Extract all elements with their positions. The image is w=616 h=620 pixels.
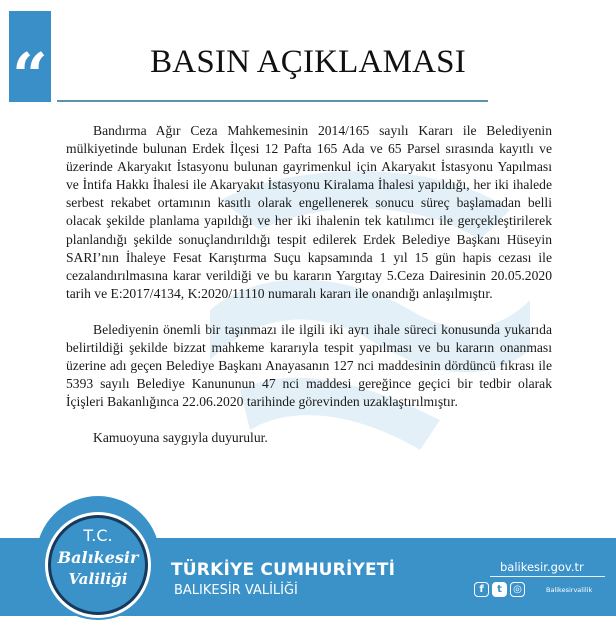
paragraph-1: Bandırma Ağır Ceza Mahkemesinin 2014/165 sayılı Kararı ile Belediyenin mülkiyetinde bulunan Erdek İlçesi 12 Pafta 165 Ada ve 65 Parsel sırasında kayıtlı ve üzerinde Akaryakıt İstasyonu bulunan gayrimenkul için Akaryakıt İstasyonu Yapılması ve İntifa Hakkı İhalesi ile Akaryakıt İstasyonu Kiralama İhalesi yapıldığı, her iki ihalede serbest rekabet ortamının kasıtlı olarak engellenerek sonucu süreç başlamadan belli olacak şekilde planlama yapıldığı ve her iki ihalenin tek katılımcı ile gerçekleştirilerek planlandığı şekilde sonuçlandırıldığı tespit edilerek Erdek Belediye Başkanı Hüseyin SARI’nın İhaleye Fesat Karıştırma Suçu kapsamında 1 yıl 15 gün hapis cezası ile cezalandırılmasına karar verildiği ve bu kararın Yargıtay 5.Ceza Dairesinin 20.05.2020 tarih ve E:2017/4134, K:2020/11110 numaralı kararı ile onandığı anlaşılmıştır. <box>66 123 552 301</box>
social-icons <box>474 582 525 597</box>
twitter-icon[interactable]: t <box>492 582 507 597</box>
page-title: BASIN AÇIKLAMASI <box>150 44 466 80</box>
balikesir-valiligi-logo <box>51 518 145 612</box>
website-link[interactable]: balikesir.gov.tr <box>500 560 584 574</box>
facebook-icon[interactable]: f <box>474 582 489 597</box>
org-subtitle: BALIKESİR VALİLİĞİ <box>174 583 298 598</box>
website-underline <box>490 576 605 577</box>
instagram-icon[interactable]: ◎ <box>510 582 525 597</box>
logo-city-text: Balıkesir <box>57 548 139 567</box>
social-handle: Balikesirvalilik <box>546 586 593 594</box>
paragraph-2: Belediyenin önemli bir taşınmazı ile ilgili iki ayrı ihale süreci konusunda yukarıda belirtildiği şekilde bizzat mahkeme kararıyla tespit yapılması ve bu kararın onanması üzerine adı geçen Belediye Başkanı Anayasanın 127 nci maddesinin dördüncü fıkrası ile 5393 sayılı Belediye Kanununun 47 nci maddesi gereğince geçici bir tedbir olarak İçişleri Bakanlığınca 22.06.2020 tarihinde görevinden uzaklaştırılmıştır. <box>66 321 552 410</box>
quote-icon: “ <box>12 39 48 112</box>
logo-tc-text: T.C. <box>83 526 113 545</box>
org-title: TÜRKİYE CUMHURİYETİ <box>171 560 396 580</box>
paragraph-closing: Kamuoyuna saygıyla duyurulur. <box>93 430 268 446</box>
press-release-body <box>66 122 552 466</box>
logo-office-text: Valiliği <box>68 570 128 588</box>
title-divider <box>57 100 488 102</box>
